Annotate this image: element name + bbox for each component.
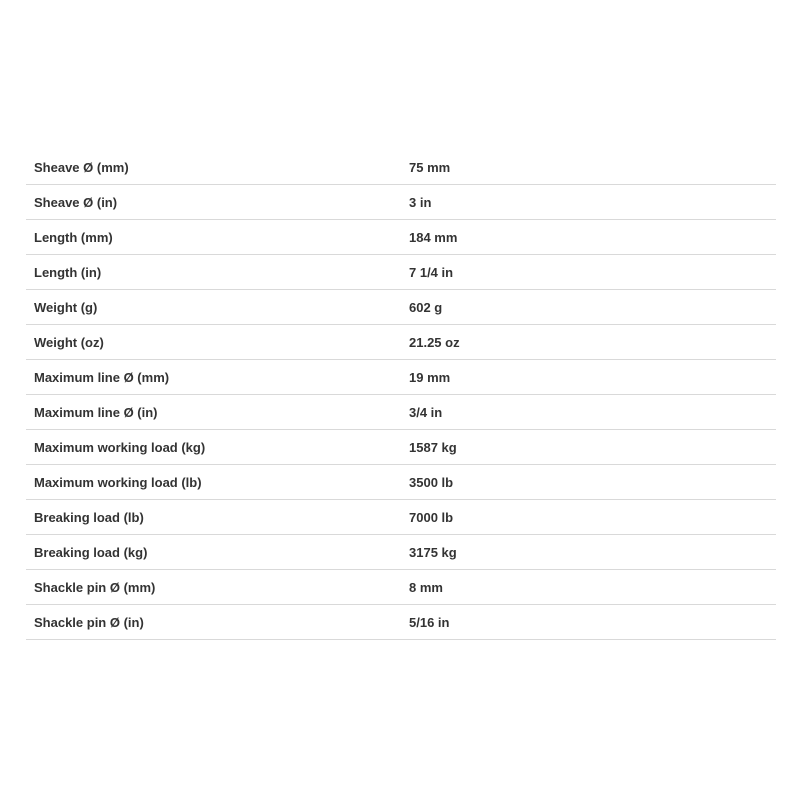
spec-row <box>26 325 776 360</box>
spec-value: 3/4 in <box>401 395 776 430</box>
spec-row <box>26 150 776 185</box>
spec-label: Maximum line Ø (in) <box>26 395 401 430</box>
spec-label: Sheave Ø (in) <box>26 185 401 220</box>
spec-label: Sheave Ø (mm) <box>26 150 401 185</box>
spec-value: 19 mm <box>401 360 776 395</box>
spec-value: 3500 lb <box>401 465 776 500</box>
spec-row <box>26 185 776 220</box>
spec-label: Maximum working load (kg) <box>26 430 401 465</box>
specifications-table <box>26 150 776 640</box>
spec-row <box>26 465 776 500</box>
spec-label: Maximum line Ø (mm) <box>26 360 401 395</box>
spec-value: 5/16 in <box>401 605 776 640</box>
spec-row <box>26 605 776 640</box>
spec-value: 75 mm <box>401 150 776 185</box>
spec-row <box>26 220 776 255</box>
spec-row <box>26 360 776 395</box>
spec-label: Breaking load (lb) <box>26 500 401 535</box>
spec-row <box>26 535 776 570</box>
spec-value: 7000 lb <box>401 500 776 535</box>
spec-value: 3175 kg <box>401 535 776 570</box>
specifications-table-body <box>26 150 776 640</box>
spec-value: 7 1/4 in <box>401 255 776 290</box>
spec-value: 1587 kg <box>401 430 776 465</box>
spec-label: Maximum working load (lb) <box>26 465 401 500</box>
spec-row <box>26 290 776 325</box>
spec-value: 184 mm <box>401 220 776 255</box>
spec-label: Shackle pin Ø (in) <box>26 605 401 640</box>
spec-label: Breaking load (kg) <box>26 535 401 570</box>
spec-row <box>26 395 776 430</box>
spec-row <box>26 255 776 290</box>
spec-label: Weight (g) <box>26 290 401 325</box>
spec-row <box>26 500 776 535</box>
spec-value: 3 in <box>401 185 776 220</box>
spec-value: 602 g <box>401 290 776 325</box>
spec-label: Shackle pin Ø (mm) <box>26 570 401 605</box>
spec-label: Length (in) <box>26 255 401 290</box>
spec-label: Weight (oz) <box>26 325 401 360</box>
spec-value: 8 mm <box>401 570 776 605</box>
spec-label: Length (mm) <box>26 220 401 255</box>
spec-row <box>26 430 776 465</box>
spec-value: 21.25 oz <box>401 325 776 360</box>
spec-row <box>26 570 776 605</box>
